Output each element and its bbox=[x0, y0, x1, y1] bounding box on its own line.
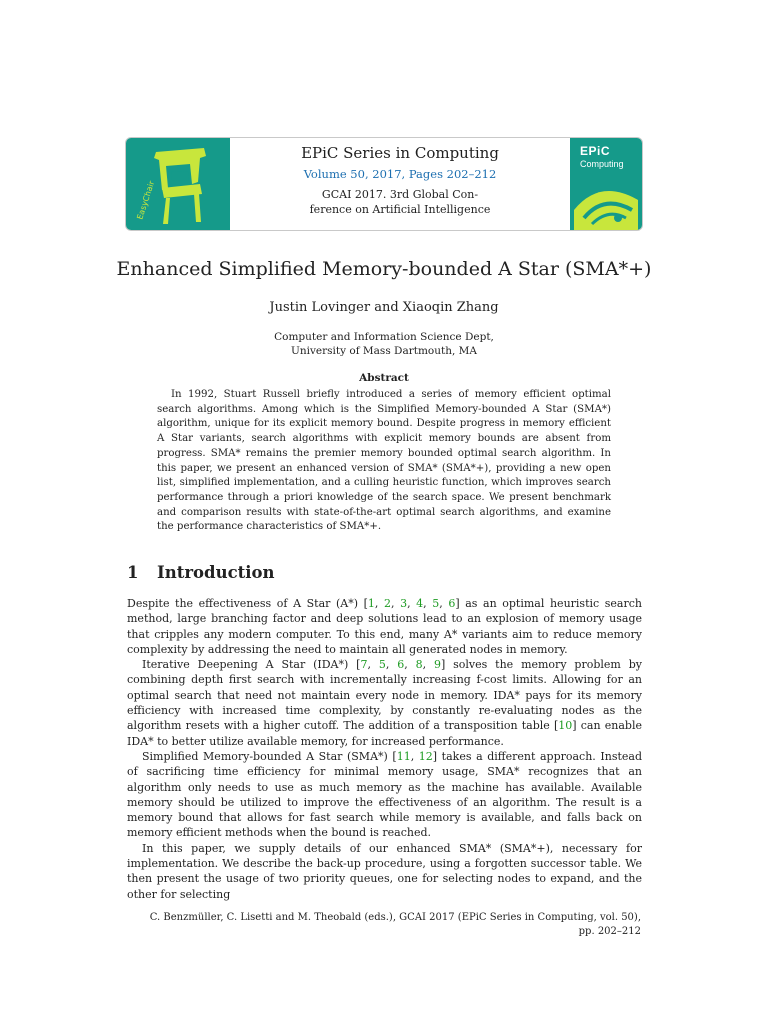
citation-link[interactable]: 1 bbox=[367, 597, 375, 610]
footer-citation bbox=[150, 911, 641, 938]
affiliation-line-1: Computer and Information Science Dept, bbox=[274, 331, 494, 343]
text-run: In this paper, we supply details of our enhanced SMA* (SMA*+), necessary for implementation. We describe the back-up procedure, using a forgotten successor table. We then present the usage of two priority queues, one for selecting nodes to expand, and the other for selecting bbox=[127, 841, 642, 901]
series-title: EPiC Series in Computing bbox=[301, 144, 499, 162]
section-number: 1 bbox=[127, 563, 139, 582]
series-volume-link[interactable]: Volume 50, 2017, Pages 202–212 bbox=[303, 167, 497, 181]
section-title: Introduction bbox=[157, 563, 275, 582]
logo-text: EasyChair bbox=[135, 179, 157, 221]
citation-link[interactable]: 10 bbox=[558, 719, 573, 733]
citation-link[interactable]: 11 bbox=[396, 749, 411, 763]
body-text bbox=[127, 596, 642, 902]
conference-line-1: GCAI 2017. 3rd Global Con- bbox=[321, 188, 479, 201]
badge-title: EPiC bbox=[580, 144, 611, 158]
conference-name bbox=[230, 187, 570, 217]
affiliation bbox=[0, 330, 768, 358]
citation-link[interactable]: 3 bbox=[400, 597, 408, 610]
paragraph: Iterative Deepening A Star (IDA*) [7, 5, 6, 8, 9] solves the memory problem by combining depth first search with incrementally increasing f-cost limits. Allowing for an optimal search that need not maintain every node in memory. IDA* pays for its memory efficiency with increased time complexity, by constantly re-evaluating nodes as the algorithm resets with a higher cutoff. The addition of a transposition table [10] can enable IDA* to better utilize available memory, for increased performance. bbox=[127, 658, 642, 748]
text-run: ] takes a different approach. Instead of sacrificing time efficiency for minimal memory usage, SMA* recognizes that an algorithm only needs to use as much memory as the machine has available. Available memory should be utilized to improve the effectiveness of an algorithm. The result is a memory bound that allows for fast search while memory is available, and falls back on memory efficient methods when the bound is reached. bbox=[127, 749, 642, 840]
badge-subtitle: Computing bbox=[580, 159, 624, 169]
citation-link[interactable]: 5 bbox=[378, 658, 386, 672]
text-run: Despite the effectiveness of A Star (A*) [ bbox=[127, 597, 368, 610]
footer-line-1: C. Benzmüller, C. Lisetti and M. Theobald (eds.), GCAI 2017 (EPiC Series in Computing, vol. 50), bbox=[149, 912, 641, 923]
citation-link[interactable]: 8 bbox=[415, 658, 423, 672]
citation-link[interactable]: 2 bbox=[383, 597, 391, 610]
paragraph bbox=[127, 841, 642, 902]
abstract-text: In 1992, Stuart Russell briefly introduced a series of memory efficient optimal search algorithms. Among which is the Simplified Memory-bounded A Star (SMA*) algorithm, unique for its explicit memory bound. Despite progress in memory efficient A Star variants, search algorithms with explicit memory bounds are absent from progress. SMA* remains the premier memory bounded optimal search algorithm. In this paper, we present an enhanced version of SMA* (SMA*+), providing a new open list, simplified implementation, and a culling heuristic function, which improves search performance through a priori knowledge of the search space. We present benchmark and comparison results with state-of-the-art optimal search algorithms, and examine the performance characteristics of SMA*+. bbox=[157, 389, 611, 533]
citation-link[interactable]: 7 bbox=[360, 658, 368, 672]
text-run: ] can enable IDA* to better utilize available memory, for increased performance. bbox=[127, 719, 642, 748]
easychair-logo bbox=[126, 138, 230, 230]
footer-line-2: pp. 202–212 bbox=[578, 925, 641, 937]
citation-link[interactable]: 12 bbox=[418, 749, 433, 763]
paragraph: Simplified Memory-bounded A Star (SMA*) [11, 12] takes a different approach. Instead of sacrificing time efficiency for minimal memory usage, SMA* recognizes that an algorithm only needs to use as much memory as the machine has available. Available memory should be utilized to improve the effectiveness of an algorithm. The result is a memory bound that allows for fast search while memory is available, and falls back on memory efficient methods when the bound is reached. bbox=[127, 749, 642, 840]
citation-link[interactable]: 9 bbox=[433, 658, 441, 672]
chair-logo-icon bbox=[126, 138, 230, 230]
conference-line-2: ference on Artificial Intelligence bbox=[309, 203, 491, 216]
abstract-heading: Abstract bbox=[359, 372, 409, 384]
text-run: ] as an optimal heuristic search method, large branching factor and deep solutions lead to an explosion of memory usage that cripples any modern computer. To this end, many A* variants aim to reduce memory complexity by addressing the need to maintain all generated nodes in memory. bbox=[127, 597, 642, 656]
banner-text bbox=[230, 138, 570, 217]
paper-title: Enhanced Simplified Memory-bounded A Star (SMA*+) bbox=[116, 258, 652, 280]
spiral-logo-icon bbox=[570, 138, 642, 230]
text-run: Iterative Deepening A Star (IDA*) [ bbox=[142, 658, 361, 672]
text-run: Simplified Memory-bounded A Star (SMA*) [ bbox=[142, 749, 397, 763]
epic-badge bbox=[570, 138, 642, 230]
paragraph: Despite the effectiveness of A Star (A*) [1, 2, 3, 4, 5, 6] as an optimal heuristic search method, large branching factor and deep solutions lead to an explosion of memory usage that cripples any modern computer. To this end, many A* variants aim to reduce memory complexity by addressing the need to maintain all generated nodes in memory. bbox=[127, 597, 642, 656]
text-run: ] solves the memory problem by combining depth first search with incrementally increasing f-cost limits. Allowing for an optimal search that need not maintain every node in memory. IDA* pays for its memory efficiency with increased time complexity, by constantly re-evaluating nodes as the algorithm resets with a higher cutoff. The addition of a transposition table [ bbox=[127, 658, 642, 733]
section-heading bbox=[127, 563, 275, 582]
citation-link[interactable]: 6 bbox=[448, 597, 456, 610]
affiliation-line-2: University of Mass Dartmouth, MA bbox=[291, 345, 477, 357]
citation-link[interactable]: 5 bbox=[432, 597, 440, 610]
citation-link[interactable]: 6 bbox=[397, 658, 405, 672]
authors: Justin Lovinger and Xiaoqin Zhang bbox=[269, 300, 499, 315]
citation-link[interactable]: 4 bbox=[416, 597, 424, 610]
series-banner bbox=[125, 137, 643, 231]
